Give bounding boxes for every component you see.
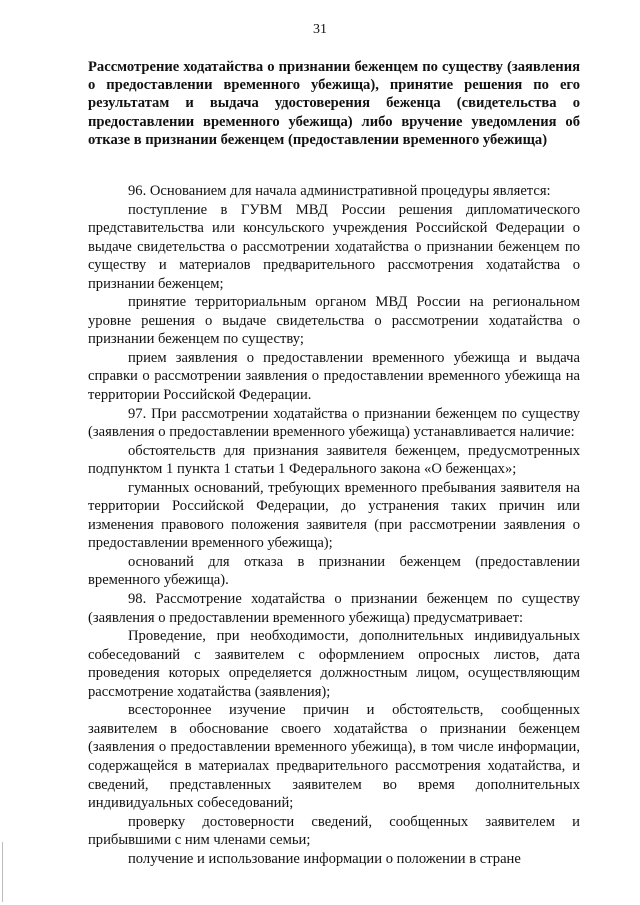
paragraph-item: проверку достоверности сведений, сообщенных заявителем и прибывшими с ним членами семьи; — [88, 813, 580, 849]
paragraph-item: прием заявления о предоставлении временного убежища и выдача справки о рассмотрении заявления о предоставлении временного убежища на территории Российской Федерации. — [88, 349, 580, 404]
paragraph-item: Проведение, при необходимости, дополнительных индивидуальных собеседований с заявителем с оформлением опросных листов, дата проведения которых определяется должностным лицом, осуществляющим рассмотрение ходатайства (заявления); — [88, 628, 580, 700]
paragraph-97: 97. При рассмотрении ходатайства о признании беженцем по существу (заявления о предоставлении временного убежища) устанавливается наличие: — [88, 405, 580, 441]
paragraph-item: оснований для отказа в признании беженцем (предоставлении временного убежища). — [88, 553, 580, 589]
paragraph-item: принятие территориальным органом МВД России на региональном уровне решения о выдаче свидетельства о рассмотрении ходатайства о признании беженцем по существу; — [88, 294, 580, 348]
section-heading: Рассмотрение ходатайства о признании беженцем по существу (заявления о предоставлении временного убежища), принятие решения по его результатам и выдача удостоверения беженца (свидетельства о предоставлении временного убежища) либо вручение уведомления об отказе в признании беженцем (предоставлении временного убежища) — [88, 59, 580, 148]
page-number: 31 — [313, 22, 327, 37]
paragraph-item: всестороннее изучение причин и обстоятельств, сообщенных заявителем в обоснование своего ходатайства о признании беженцем (заявления о предоставлении временного убежища), в том числе информации, содержащейся в материалах предварительного рассмотрения ходатайства, и сведений, представленных заявителем во время дополнительных индивидуальных собеседований; — [88, 702, 580, 812]
paragraph-item: обстоятельств для признания заявителя беженцем, предусмотренных подпунктом 1 пункта 1 статьи 1 Федерального закона «О беженцах»; — [88, 442, 580, 478]
paragraph-96: 96. Основанием для начала административной процедуры является: — [128, 183, 551, 199]
paragraph-item: получение и использование информации о положении в стране — [128, 850, 521, 867]
body-text — [88, 182, 580, 868]
scan-edge-mark — [2, 842, 3, 902]
paragraph-item: гуманных оснований, требующих временного пребывания заявителя на территории Российской Федерации, до устранения таких причин или изменения правового положения заявителя (при рассмотрении заявления о предоставлении временного убежища); — [88, 479, 580, 552]
paragraph-98: 98. Рассмотрение ходатайства о признании беженцем по существу (заявления о предоставлении временного убежища) предусматривает: — [88, 591, 580, 626]
paragraph-item: поступление в ГУВМ МВД России решения дипломатического представительства или консульского учреждения Российской Федерации о выдаче свидетельства о рассмотрении ходатайства о признании беженцем по существу и материалов предварительного рассмотрения ходатайства о признании беженцем; — [88, 201, 580, 292]
